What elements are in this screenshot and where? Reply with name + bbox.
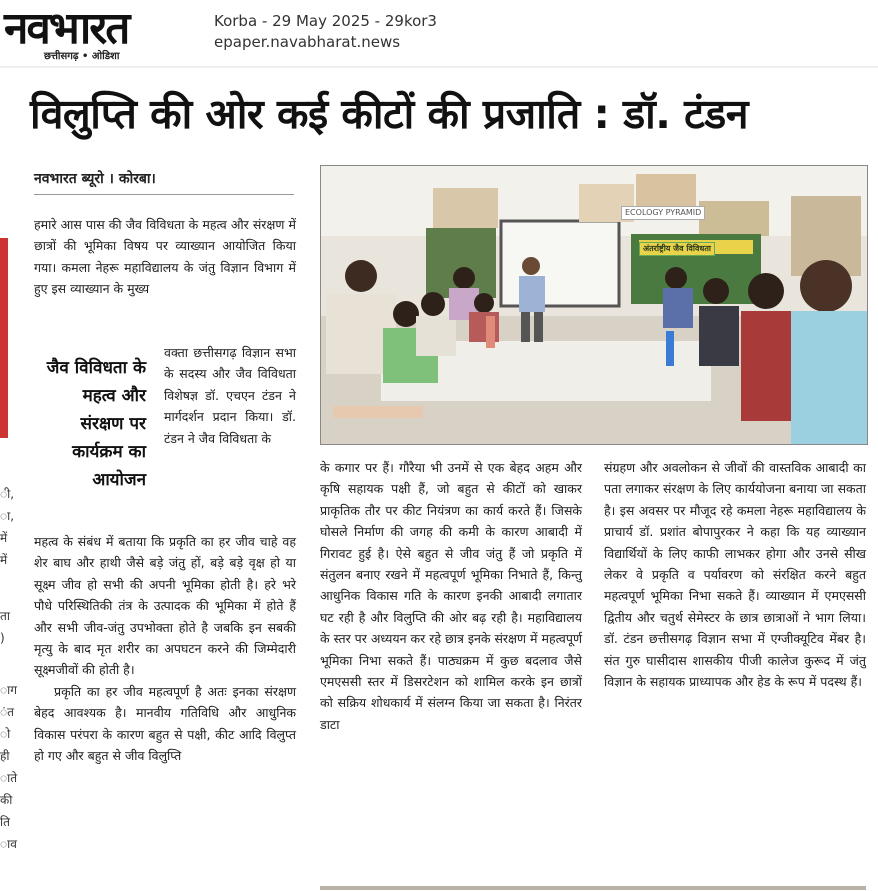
header-divider	[0, 66, 878, 68]
article-column-2	[320, 457, 582, 735]
adjacent-image-strip	[0, 238, 8, 438]
bottom-divider	[320, 886, 866, 890]
fragment: ा,	[0, 509, 15, 523]
paragraph: महत्व के संबंध में बताया कि प्रकृति का हर जीव चाहे वह शेर बाघ और हाथी जैसे बड़े जंतु हों, बड़े बड़े वृक्ष हो या सूक्ष्म जीव हो सभी की अपनी भूमिका होती है। हरे भरे पौधे परिस्थितिकी तंत्र के उत्पादक की भूमिका में होते हैं और सभी जीव-जंतु उपभोक्ता होते है जबकि इन सबकी मृत्यु के बाद मृत शरीर का अपघटन करने की जिम्मेदारी सूक्ष्मजीवों की होती है।	[34, 534, 296, 678]
article-column-1-bottom	[34, 531, 296, 766]
masthead	[0, 0, 878, 68]
fragment: ंत	[0, 705, 14, 719]
article-column-3	[604, 457, 866, 692]
pull-quote: जैव विविधता के महत्व और संरक्षण पर कार्यक्रम का आयोजन	[46, 358, 146, 490]
fragment: ाते	[0, 771, 18, 785]
newspaper-logo[interactable]: नवभारत	[4, 3, 129, 54]
classroom-photo	[321, 166, 867, 444]
fragment: ति	[0, 815, 10, 829]
paragraph: हमारे आस पास की जैव विविधता के महत्व और संरक्षण में छात्रों की भूमिका विषय पर व्याख्यान आयोजित किया गया। कमला नेहरू महाविद्यालय के जंतु विज्ञान विभाग में हुए इस व्याख्यान के मुख्य	[34, 217, 296, 297]
epaper-site[interactable]: epaper.navabharat.news	[214, 33, 401, 51]
article-photo[interactable]	[320, 165, 868, 445]
banner-label: अंतर्राष्ट्रीय जैव विविधता	[639, 242, 715, 256]
fragment: ी,	[0, 487, 15, 501]
fragment: में	[0, 531, 8, 545]
article-column-1-top	[34, 214, 296, 300]
paragraph: वक्ता छत्तीसगढ़ विज्ञान सभा के सदस्य और जैव विविधता विशेषज्ञ डॉ. एचएन टंडन ने मार्गदर्शन प्रदान किया। डॉ. टंडन ने जैव विविधता के	[164, 345, 296, 446]
fragment: ो	[0, 727, 11, 741]
paragraph: प्रकृति का हर जीव महत्वपूर्ण है अतः इनका संरक्षण बेहद आवश्यक है। मानवीय गतिविधि और आधुनिक विकास परंपरा के कारण बहुत से पक्षी, कीट आदि विलुप्त हो गए और बहुत से जीव विलुप्ति	[34, 683, 296, 764]
byline: नवभारत ब्यूरो । कोरबा।	[34, 171, 156, 187]
fragment: ाव	[0, 837, 17, 851]
paragraph: संग्रहण और अवलोकन से जीवों की वास्तविक आबादी का पता लगाकर संरक्षण के लिए कार्ययोजना बनाया जा सकता है। इस अवसर पर मौजूद रहे कमला नेहरू महाविद्यालय के प्राचार्य डॉ. प्रशांत बोपापुरकर ने कहा कि यह व्याख्यान विद्यार्थियों के लिए काफी लाभकर होगा और उनसे सीख लेकर वे प्रकृति व पर्यावरण को संरक्षित करने बहुत महत्वपूर्ण भूमिका निभा सकते हैं। व्याख्यान में एमएससी द्वितीय और चतुर्थ सेमेस्टर के छात्र छात्राओं ने भाग लिया। डॉ. टंडन छत्तीसगढ़ विज्ञान सभा में एग्जीक्यूटिव मेंबर है। संत गुरु घासीदास शासकीय पीजी कालेज कुरूद में जंतु विज्ञान के सहायक प्राध्यापक और हेड के रूप में पदस्थ हैं।	[604, 460, 866, 690]
fragment: की	[0, 793, 13, 807]
edition-info: Korba - 29 May 2025 - 29kor3	[214, 12, 437, 30]
fragment: ही	[0, 749, 10, 763]
fragment: में	[0, 553, 8, 567]
fragment: ता	[0, 609, 10, 623]
poster-label: ECOLOGY PYRAMID	[621, 206, 705, 220]
byline-divider	[34, 194, 294, 195]
logo-region: छत्तीसगढ़ • ओडिशा	[44, 51, 120, 62]
fragment: )	[0, 631, 5, 645]
fragment: ाग	[0, 683, 17, 697]
paragraph: के कगार पर हैं। गौरैया भी उनमें से एक बेहद अहम और कृषि सहायक पक्षी हैं, जो बहुत से कीटों को खाकर प्राकृतिक तौर पर कीट नियंत्रण का कार्य करते हैं। जिसके घोसले निर्माण की जगह की कमी के कारण आबादी में गिरावट हुई है। ऐसे बहुत से जीव जंतु हैं जो प्रकृति में संतुलन बनाए रखने में महत्वपूर्ण भूमिका निभाते हैं, किन्तु आधुनिक विकास गति के कारण इनकी आबादी लगातार घट रही है और विलुप्ति की ओर बढ़ रही है। महाविद्यालय के स्तर पर अध्ययन कर रहे छात्र इनके संरक्षण में महत्वपूर्ण भूमिका निभा सकते हैं। पाठ्यक्रम में कुछ बदलाव जैसे एमएससी स्तर में डिसरटेशन को शामिल करके इन छात्रों को सक्रिय शोधकार्य में संलग्न किया जा सकता है। निरंतर डाटा	[320, 460, 582, 732]
article-column-1-mid	[164, 342, 296, 449]
article-headline: विलुप्ति की ओर कई कीटों की प्रजाति : डॉ. टंडन	[30, 90, 748, 138]
